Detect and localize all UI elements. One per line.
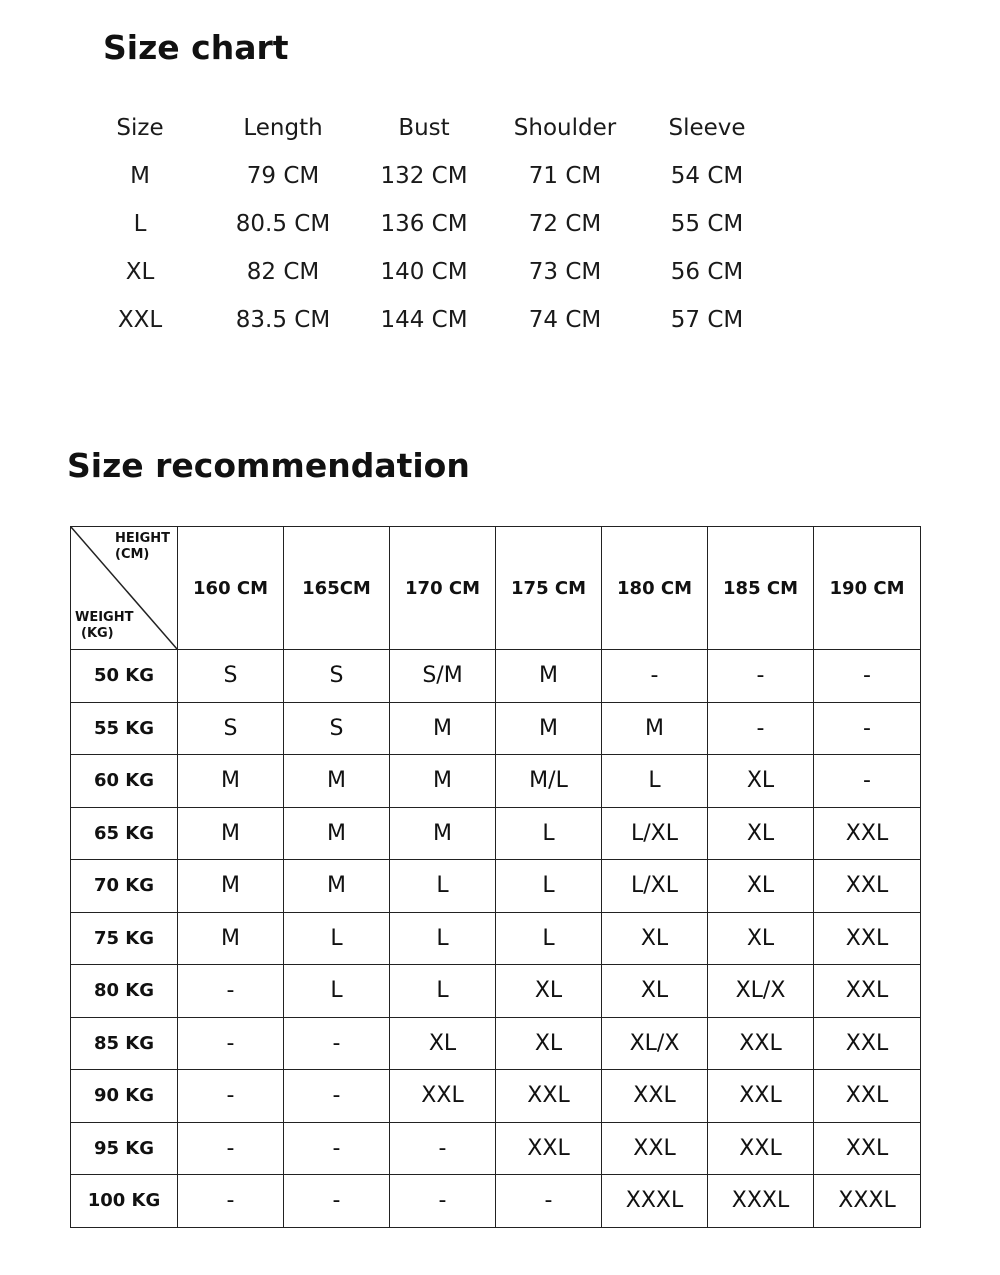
size-chart-row [70, 254, 790, 290]
table-cell: 56 CM [670, 259, 744, 285]
size-cell: XL [602, 912, 708, 965]
size-cell: XXL [708, 1070, 814, 1123]
size-cell: XXL [496, 1070, 602, 1123]
table-cell: XL [125, 259, 155, 285]
weight-label: 70 KG [71, 860, 178, 913]
size-cell: L [602, 755, 708, 808]
size-cell: - [814, 755, 921, 808]
size-cell: XXL [390, 1070, 496, 1123]
size-cell: XL [496, 1017, 602, 1070]
size-cell: L [390, 965, 496, 1018]
weight-label: 80 KG [71, 965, 178, 1018]
size-cell: S/M [390, 650, 496, 703]
size-cell: L [284, 912, 390, 965]
size-cell: M [178, 912, 284, 965]
size-cell: - [178, 1122, 284, 1175]
size-cell: L [390, 860, 496, 913]
size-cell: M [178, 755, 284, 808]
weight-label: 55 KG [71, 702, 178, 755]
weight-label: 60 KG [71, 755, 178, 808]
weight-label: 95 KG [71, 1122, 178, 1175]
table-cell: 140 CM [380, 259, 468, 285]
size-cell: XL [390, 1017, 496, 1070]
size-recommendation-title: Size recommendation [67, 446, 470, 485]
size-cell: S [284, 702, 390, 755]
size-cell: XXL [814, 1122, 921, 1175]
size-chart-title: Size chart [103, 28, 289, 67]
size-cell: XXL [814, 912, 921, 965]
size-cell: XL [708, 807, 814, 860]
size-cell: L/XL [602, 807, 708, 860]
table-cell: 73 CM [528, 259, 602, 285]
size-cell: - [602, 650, 708, 703]
height-header: 190 CM [814, 527, 921, 650]
table-row [71, 807, 921, 860]
table-cell: XXL [117, 307, 163, 333]
table-row [71, 1017, 921, 1070]
size-cell: M [178, 807, 284, 860]
column-header: Length [243, 115, 323, 141]
size-cell: XXL [814, 1070, 921, 1123]
table-cell: 57 CM [670, 307, 744, 333]
size-cell: - [390, 1175, 496, 1228]
table-cell: 136 CM [380, 211, 468, 237]
size-cell: L [496, 912, 602, 965]
weight-label: 65 KG [71, 807, 178, 860]
table-cell: 132 CM [380, 163, 468, 189]
size-cell: - [814, 702, 921, 755]
size-cell: XL [708, 860, 814, 913]
corner-weight-unit: (KG) [81, 626, 114, 641]
corner-cell [71, 527, 178, 650]
size-cell: XXL [814, 965, 921, 1018]
size-cell: L [284, 965, 390, 1018]
column-header: Bust [398, 115, 450, 141]
table-row [71, 702, 921, 755]
size-cell: - [284, 1070, 390, 1123]
height-header: 170 CM [390, 527, 496, 650]
corner-height-unit: (CM) [115, 547, 150, 562]
size-cell: M [496, 650, 602, 703]
size-cell: XXXL [602, 1175, 708, 1228]
size-cell: M [284, 807, 390, 860]
size-cell: XXL [814, 860, 921, 913]
height-header: 160 CM [178, 527, 284, 650]
weight-label: 85 KG [71, 1017, 178, 1070]
size-chart-row [70, 158, 790, 194]
size-cell: XL [708, 755, 814, 808]
column-header: Sleeve [668, 115, 746, 141]
size-cell: M [390, 702, 496, 755]
table-row [71, 860, 921, 913]
size-cell: XL [602, 965, 708, 1018]
size-cell: - [708, 702, 814, 755]
table-row [71, 1175, 921, 1228]
size-cell: - [178, 1070, 284, 1123]
size-cell: XXL [814, 807, 921, 860]
size-cell: - [178, 965, 284, 1018]
size-chart-header-row [70, 110, 790, 146]
size-cell: - [814, 650, 921, 703]
size-cell: M [496, 702, 602, 755]
size-cell: L [496, 860, 602, 913]
weight-label: 90 KG [71, 1070, 178, 1123]
size-cell: L/XL [602, 860, 708, 913]
size-cell: XXL [496, 1122, 602, 1175]
weight-label: 75 KG [71, 912, 178, 965]
size-cell: XXL [602, 1070, 708, 1123]
size-cell: XXL [602, 1122, 708, 1175]
size-cell: M [178, 860, 284, 913]
corner-weight-label: WEIGHT [75, 610, 134, 625]
table-cell: 72 CM [528, 211, 602, 237]
height-header: 180 CM [602, 527, 708, 650]
size-cell: XL/X [708, 965, 814, 1018]
size-cell: XL/X [602, 1017, 708, 1070]
table-cell: 82 CM [246, 259, 320, 285]
table-cell: 71 CM [528, 163, 602, 189]
size-cell: M [284, 755, 390, 808]
table-row [71, 650, 921, 703]
table-row [71, 1122, 921, 1175]
height-header: 175 CM [496, 527, 602, 650]
size-cell: - [496, 1175, 602, 1228]
size-cell: M [390, 807, 496, 860]
table-row [71, 965, 921, 1018]
table-row [71, 1070, 921, 1123]
size-cell: S [178, 650, 284, 703]
table-cell: L [133, 211, 147, 237]
size-cell: L [390, 912, 496, 965]
size-cell: S [284, 650, 390, 703]
table-cell: 74 CM [528, 307, 602, 333]
size-chart-row [70, 302, 790, 338]
size-cell: - [708, 650, 814, 703]
size-cell: - [284, 1017, 390, 1070]
table-cell: 55 CM [670, 211, 744, 237]
size-cell: L [496, 807, 602, 860]
size-cell: M [390, 755, 496, 808]
table-row [71, 755, 921, 808]
size-cell: S [178, 702, 284, 755]
weight-label: 100 KG [71, 1175, 178, 1228]
table-cell: 54 CM [670, 163, 744, 189]
height-header: 165CM [284, 527, 390, 650]
column-header: Shoulder [513, 115, 617, 141]
size-cell: - [178, 1175, 284, 1228]
table-cell: 83.5 CM [235, 307, 331, 333]
corner-height-label: HEIGHT [115, 531, 171, 546]
size-cell: - [178, 1017, 284, 1070]
table-cell: 80.5 CM [235, 211, 331, 237]
size-cell: XXXL [708, 1175, 814, 1228]
size-cell: XL [496, 965, 602, 1018]
weight-label: 50 KG [71, 650, 178, 703]
size-cell: M/L [496, 755, 602, 808]
size-recommendation-table [70, 526, 921, 1228]
size-cell: - [284, 1175, 390, 1228]
table-cell: 79 CM [246, 163, 320, 189]
header-row [71, 527, 921, 650]
size-cell: XXL [814, 1017, 921, 1070]
size-cell: M [602, 702, 708, 755]
size-cell: - [390, 1122, 496, 1175]
size-cell: M [284, 860, 390, 913]
size-cell: XXL [708, 1017, 814, 1070]
height-header: 185 CM [708, 527, 814, 650]
size-cell: XXL [708, 1122, 814, 1175]
table-row [71, 912, 921, 965]
size-cell: - [284, 1122, 390, 1175]
table-cell: 144 CM [380, 307, 468, 333]
size-cell: XL [708, 912, 814, 965]
size-cell: XXXL [814, 1175, 921, 1228]
size-chart-row [70, 206, 790, 242]
table-cell: M [130, 163, 150, 189]
column-header: Size [116, 115, 164, 141]
